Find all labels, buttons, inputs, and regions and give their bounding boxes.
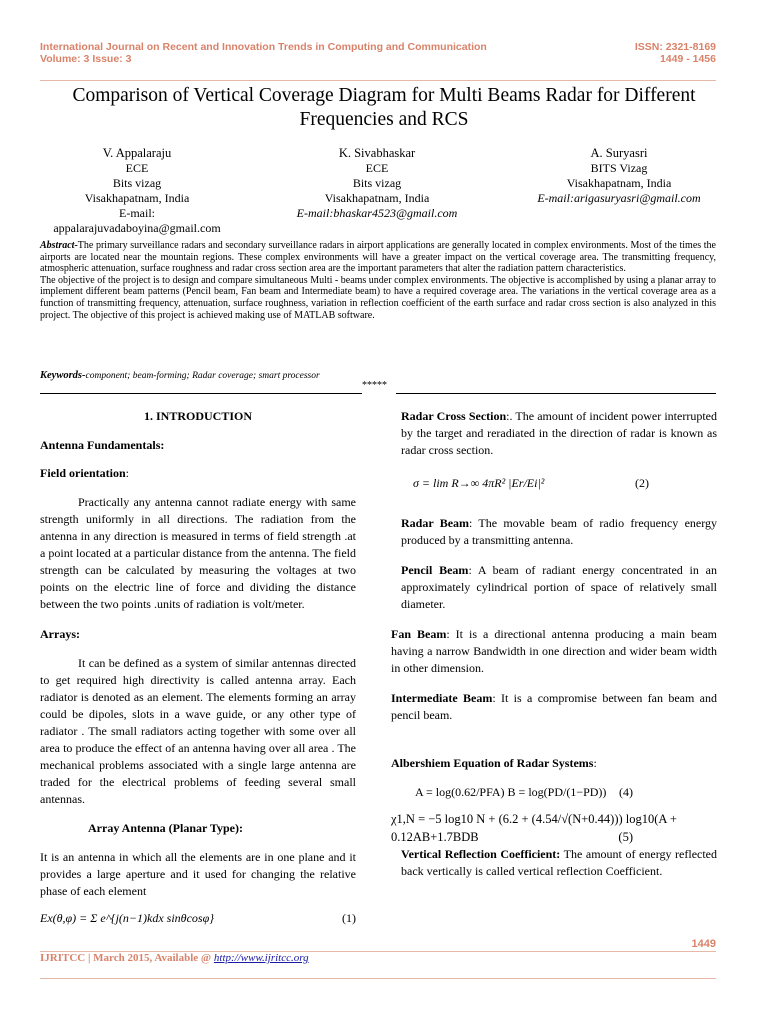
equation-5-line-2	[391, 828, 717, 846]
equation-4-number: (4)	[619, 785, 633, 799]
equation-1-body: Ex(θ,φ) = Σ e^{j(n−1)kdx sinθcosφ}	[40, 911, 215, 925]
field-orientation-label: Field orientation	[40, 466, 126, 480]
spacer	[391, 724, 717, 755]
vrc-label: Vertical Reflection Coefficient:	[401, 847, 561, 861]
author-place: Visakhapatnam, India	[566, 176, 672, 190]
rcs-text: :. The amount of incident power interrupted by the target and reradiated in the direction of radar is known as radar cross section.	[401, 409, 717, 457]
subheading-arrays: Arrays:	[40, 627, 80, 641]
equation-5-line-1: χ1,N = −5 log10 N + (6.2 + (4.54/√(N+0.44))) log10(A +	[391, 812, 677, 826]
albersheim-label: Albershiem Equation of Radar Systems	[391, 756, 594, 770]
intermediate-beam-paragraph	[391, 690, 717, 724]
equation-5-number: (5)	[618, 830, 633, 844]
separator-right	[396, 393, 716, 394]
pencil-beam-text: : A beam of radiant energy concentrated in an approximately cylindrical portion of space of relatively small diameter.	[401, 563, 717, 611]
spacer	[40, 482, 356, 494]
spacer	[391, 613, 717, 626]
spacer	[40, 837, 356, 849]
title-line-2: Frequencies and RCS	[299, 109, 469, 130]
paper-title	[30, 84, 738, 132]
page-number: 1449	[691, 938, 716, 950]
author-3	[510, 146, 728, 206]
title-line-1: Comparison of Vertical Coverage Diagram for Multi Beams Radar for Different	[72, 85, 696, 106]
author-place: Visakhapatnam, India	[324, 191, 430, 205]
pencil-beam-label: Pencil Beam	[401, 563, 469, 577]
spacer	[40, 808, 356, 820]
arrays-text: It can be defined as a system of similar antennas directed to get required high directivity is called antenna array. Each radiator is denoted as an element. The elements forming an array could be dipoles, slots in a wave guide, or any other type of radiator . The small radiators acting together with some over all area to produce the effect of an antenna having over all area . The mechanical problems associated with a single large antenna are traded for the electrical problems of feeding several small antennas.	[40, 656, 356, 806]
author-2	[270, 146, 484, 221]
separator-left	[40, 393, 362, 394]
planar-array-text: It is an antenna in which all the elements are in one plane and it provides a large aperture and it used for changing the relative phase of each element	[40, 850, 356, 898]
author-dept: ECE	[125, 161, 149, 175]
radar-beam-paragraph	[391, 515, 717, 549]
journal-volume: Volume: 3 Issue: 3	[40, 53, 132, 65]
rcs-paragraph	[391, 408, 717, 459]
equation-1-number: (1)	[342, 911, 356, 925]
keywords-label: Keywords-	[40, 370, 86, 381]
left-column	[40, 408, 356, 936]
spacer	[40, 900, 356, 910]
author-email[interactable]: E-mail:arigasuryasri@gmail.com	[537, 191, 701, 205]
fan-beam-text: : It is a directional antenna producing a main beam having a narrow Bandwidth in one direction and wider beam width in other dimension.	[391, 627, 717, 675]
equation-5-body: 0.12AB+1.7BDB	[391, 830, 479, 844]
field-orientation-text: Practically any antenna cannot radiate energy with same strength uniformly in all directions. The radiation from the antenna in any direction is measured in terms of field strength .at a point located at a particular distance from the antenna. The field strength can be calculated by measuring the voltages at two points on the electric line of force and dividing the distance between the two points .units of radiation is volt/meter.	[40, 495, 356, 611]
equation-5	[391, 810, 717, 846]
equation-2-number: (2)	[635, 476, 649, 490]
author-name: K. Sivabhaskar	[338, 146, 416, 160]
albersheim-heading	[391, 755, 717, 772]
journal-link[interactable]: http://www.ijritcc.org	[213, 952, 309, 964]
spacer	[391, 459, 717, 475]
abstract-paragraph-2: The objective of the project is to design and compare simultaneous Multi - beams under complex environments. The objective is accomplished by using a planar array to implement different beam patterns (Pencil beam, Fan beam and Intermediate beam) to have a required coverage area. The variations in the vertical coverage area as a function of transmitting frequency, attenuation, surface roughness, variation in reflection coefficient of the earth surface and radar cross section is also analyzed in this project. The objective of this project is achieved making use of MATLAB software.	[40, 274, 717, 321]
author-name: A. Suryasri	[590, 146, 648, 160]
albersheim-colon: :	[593, 756, 597, 770]
subheading-field-orientation	[40, 465, 356, 482]
journal-name: International Journal on Recent and Innovation Trends in Computing and Communication	[40, 41, 487, 53]
field-orientation-colon: :	[125, 466, 130, 480]
equation-4	[391, 784, 717, 810]
intermediate-beam-label: Intermediate Beam	[391, 691, 493, 705]
equation-2-body: σ = lim R→∞ 4πR² |Er/Ei|²	[413, 476, 545, 490]
pencil-beam-paragraph	[391, 562, 717, 613]
author-place: Visakhapatnam, India	[84, 191, 190, 205]
issn: ISSN: 2321-8169	[634, 41, 716, 53]
separator-stars: *****	[362, 380, 387, 391]
spacer	[40, 454, 356, 465]
equation-2	[391, 475, 717, 501]
abstract	[40, 240, 716, 321]
fan-beam-paragraph	[391, 626, 717, 677]
issn-block	[635, 41, 716, 65]
equation-4-body: A = log(0.62/PFA) B = log(PD/(1−PD))	[415, 785, 607, 799]
vrc-paragraph	[391, 846, 717, 880]
spacer	[391, 677, 717, 690]
author-org: Bits vizag	[352, 176, 402, 190]
spacer	[40, 613, 356, 626]
spacer	[391, 501, 717, 515]
keywords-value: component; beam-forming; Radar coverage; smart processor	[85, 371, 320, 381]
radar-beam-label: Radar Beam	[401, 516, 470, 530]
radar-beam-text: : The movable beam of radio frequency energy produced by a transmitting antenna.	[401, 516, 717, 547]
author-name: V. Appalaraju	[102, 146, 172, 160]
right-column	[391, 408, 717, 880]
spacer	[40, 425, 356, 437]
spacer	[40, 643, 356, 655]
subheading-planar-array: Array Antenna (Planar Type):	[88, 821, 243, 835]
rcs-label: Radar Cross Section	[401, 409, 507, 423]
equation-1	[40, 910, 356, 936]
author-org: Bits vizag	[112, 176, 162, 190]
keywords	[40, 370, 320, 381]
footer-divider-bottom	[40, 978, 716, 979]
author-email[interactable]: E-mail:bhaskar4523@gmail.com	[296, 206, 458, 220]
author-dept: ECE	[365, 161, 389, 175]
vrc-text: The amount of energy reflected back vertically is called vertical reflection Coefficient.	[401, 847, 718, 878]
footer	[40, 952, 309, 964]
section-heading-introduction: 1. INTRODUCTION	[143, 409, 252, 423]
spacer	[391, 772, 717, 784]
abstract-paragraph-1	[40, 240, 716, 275]
header-divider	[40, 80, 716, 81]
intermediate-beam-text: : It is a compromise between fan beam and pencil beam.	[391, 691, 717, 722]
journal-header	[40, 41, 487, 65]
footer-text: IJRITCC | March 2015, Available @	[40, 952, 214, 964]
author-org: BITS Vizag	[590, 161, 648, 175]
fan-beam-label: Fan Beam	[391, 627, 447, 641]
page-range: 1449 - 1456	[659, 53, 716, 65]
author-1	[30, 146, 244, 236]
author-email-label: E-mail:	[119, 206, 155, 220]
author-email[interactable]: appalarajuvadaboyina@gmail.com	[53, 221, 221, 235]
abstract-label: Abstract-	[40, 240, 78, 251]
spacer	[391, 549, 717, 562]
abstract-text-1: The primary surveillance radars and secondary surveillance radars in airport applications are generally located in complex environments. Most of the times the airports are located near the mountain regions. These complex environments will have a greater impact on the vertical coverage area. The transmitting frequency, atmospheric attenuation, surface roughness and radar cross section area are the important parameters that alter the radiation pattern characteristics.	[40, 240, 716, 275]
subheading-antenna-fundamentals: Antenna Fundamentals:	[40, 438, 165, 452]
